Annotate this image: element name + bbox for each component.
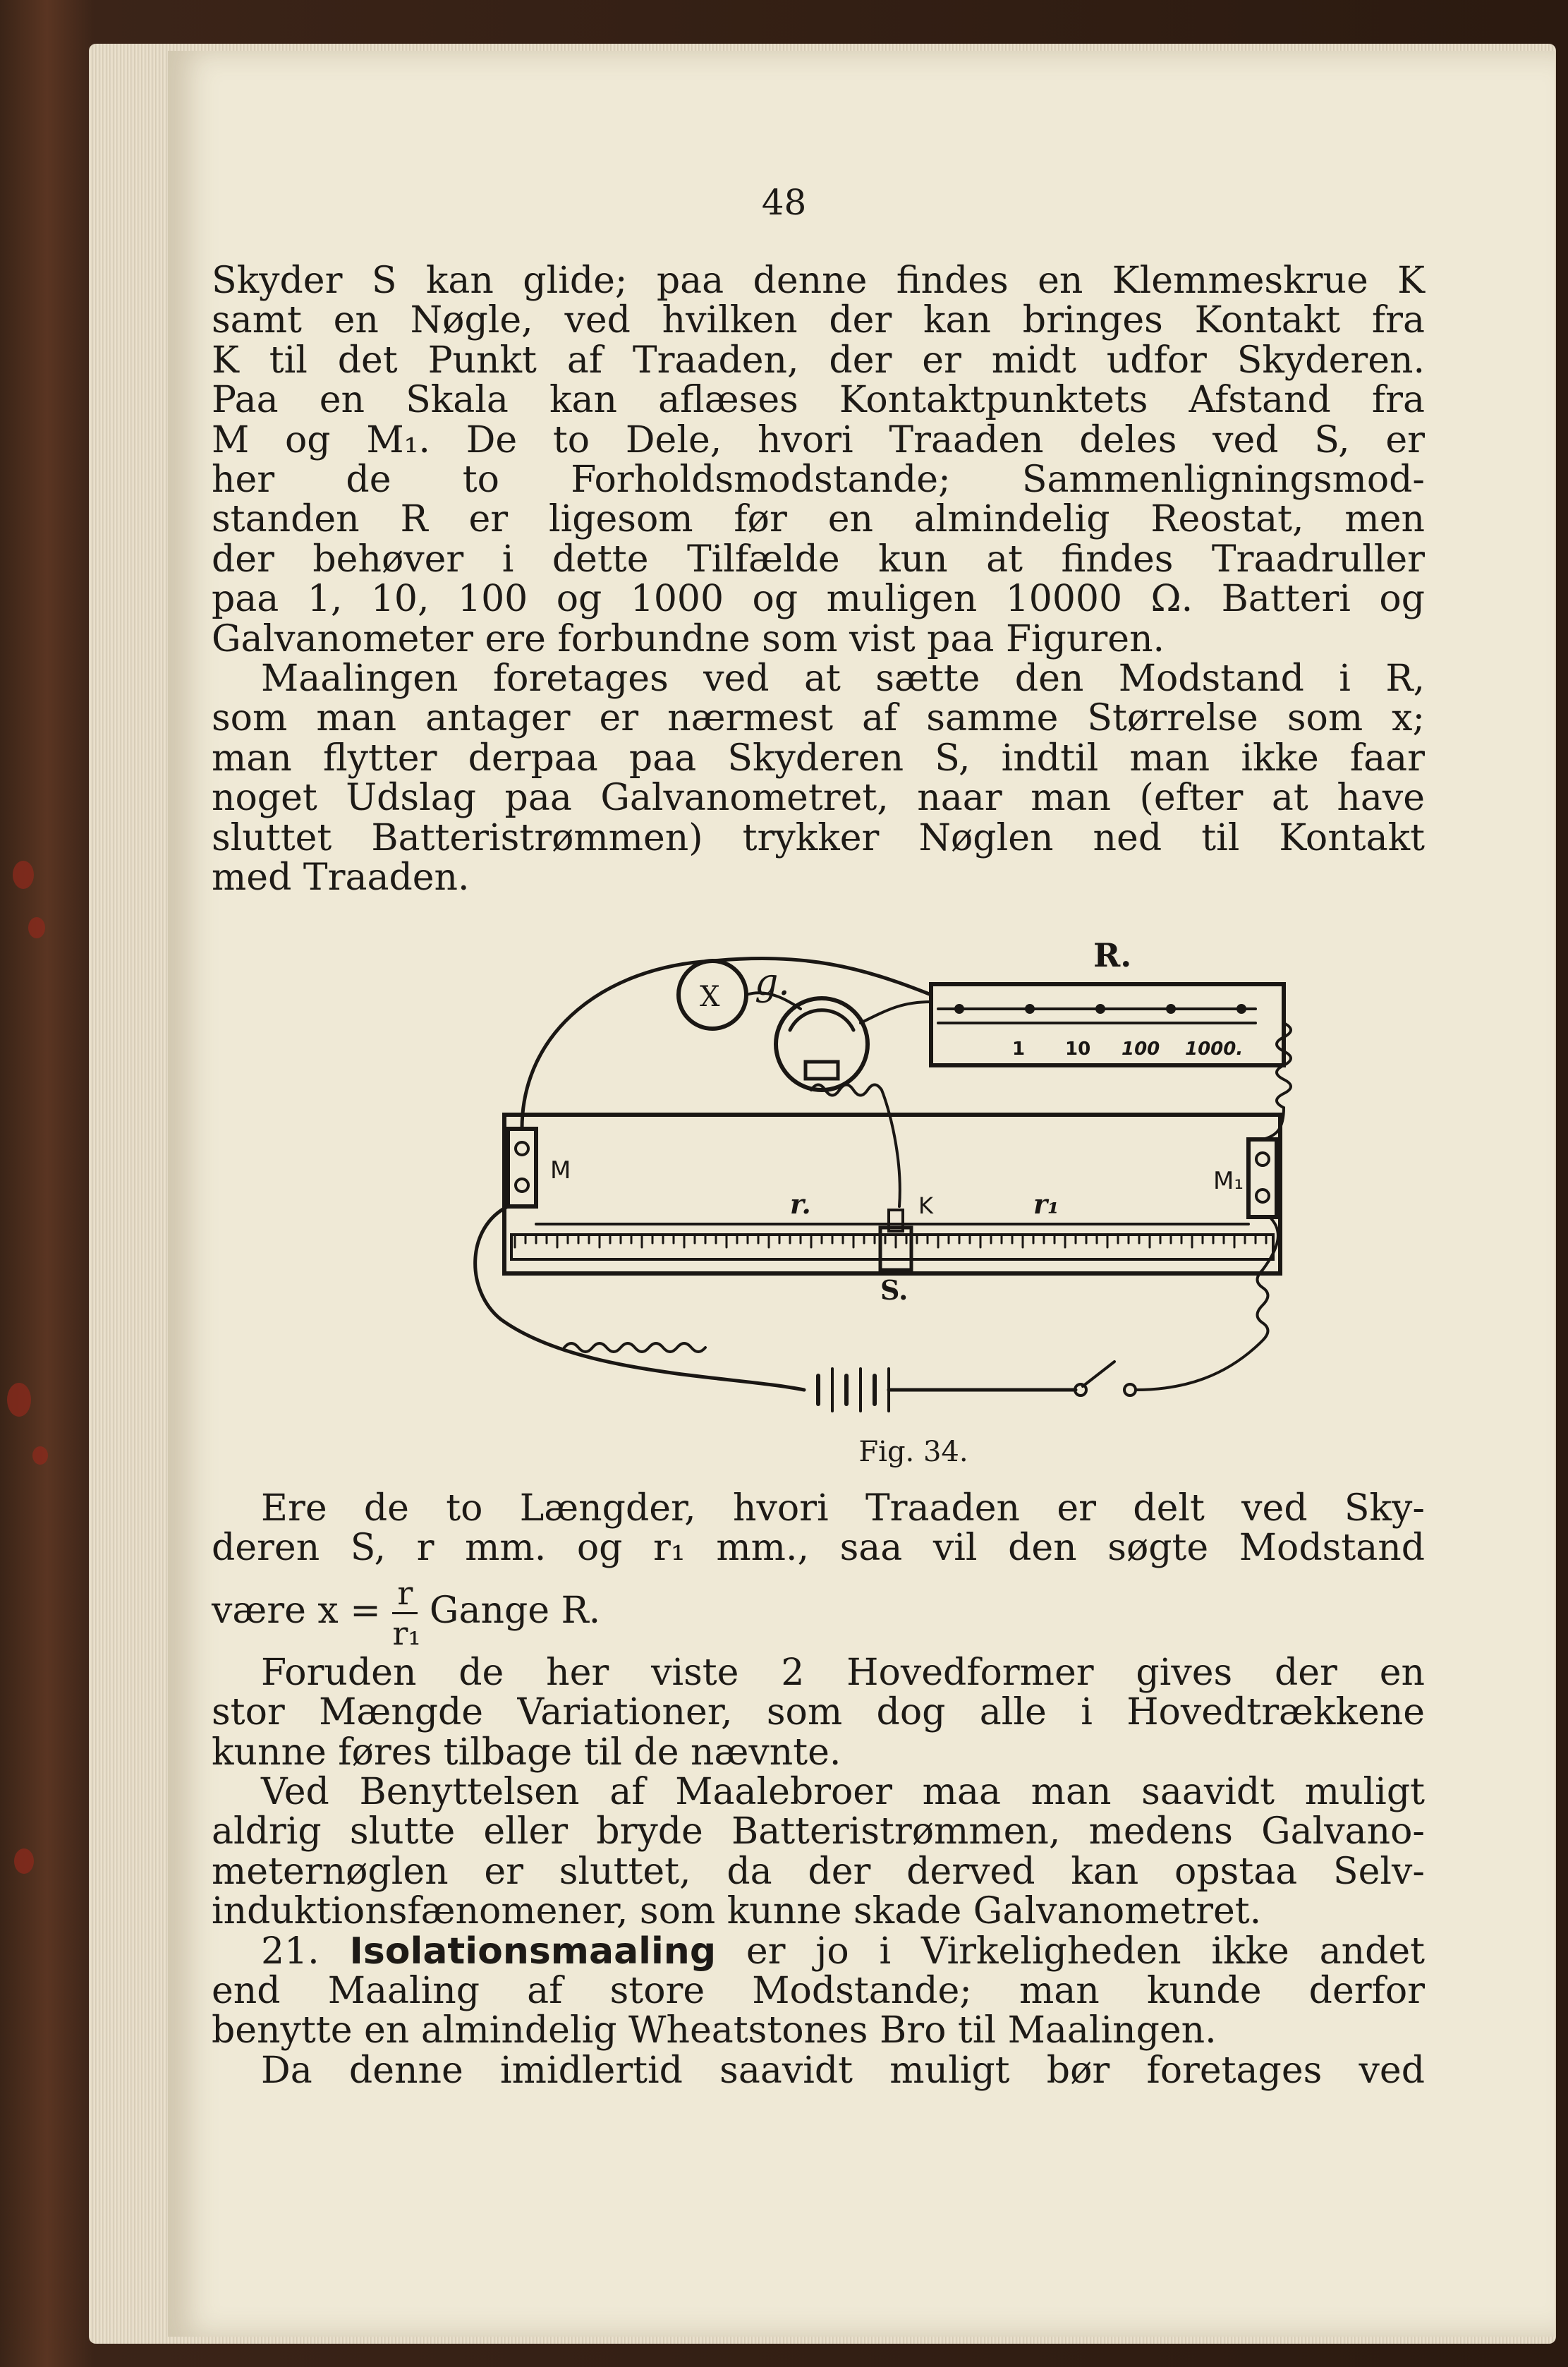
reostat-plug — [1166, 1004, 1176, 1014]
text-line: der behøver i dette Tilfælde kun at findes Traadruller — [212, 538, 1425, 581]
text-line: noget Udslag paa Galvanometret, naar man (efter at have — [212, 777, 1425, 820]
body-text-top — [212, 261, 1425, 898]
scale-label: 1000. — [1185, 1039, 1244, 1060]
text-line: deren S, r mm. og r₁ mm., saa vil den søgte Modstand — [212, 1527, 1425, 1570]
text-line: induktionsfænomener, som kunne skade Galvanometret. — [212, 1890, 1262, 1933]
text-line: Foruden de her viste 2 Hovedformer gives der en — [261, 1651, 1425, 1694]
text-line: Maalingen foretages ved at sætte den Modstand i R, — [261, 658, 1425, 701]
text-line: end Maaling af store Modstande; man kunde derfor — [212, 1970, 1425, 2013]
battery-key-contact — [1124, 1384, 1136, 1396]
body-text-bottom — [212, 1489, 1425, 2090]
text-line: stor Mængde Variationer, som dog alle i Hovedtrækkene — [212, 1691, 1425, 1734]
text-line: Paa en Skala kan aflæses Kontaktpunktets Afstand fra — [212, 379, 1425, 422]
text-fragment: er jo i Virkeligheden ikke andet — [746, 1930, 1426, 1973]
text-line: benytte en almindelig Wheatstones Bro til Maalingen. — [212, 2009, 1217, 2052]
text-line: Skyder S kan glide; paa denne findes en Klemmeskrue K — [212, 260, 1425, 302]
cover-stain — [13, 861, 34, 889]
text-line: M og M₁. De to Dele, hvori Traaden deles ved S, er — [212, 418, 1425, 461]
text-line: standen R er ligesom før en almindelig Reostat, men — [212, 498, 1425, 541]
bridge-scale — [511, 1235, 1273, 1259]
wire-reostat-to-m1-coil — [1263, 1023, 1291, 1139]
scale-label: 10 — [1065, 1039, 1091, 1060]
equation-fraction — [392, 1573, 421, 1652]
figure-caption: Fig. 34. — [858, 1436, 968, 1468]
galvanometer — [776, 998, 868, 1090]
reostat-plug — [1095, 1004, 1105, 1014]
text-line: man flytter derpaa paa Skyderen S, indtil man ikke faar — [212, 737, 1425, 780]
text-line: Galvanometer ere forbundne som vist paa Figuren. — [212, 617, 1165, 660]
equation — [212, 1568, 1425, 1653]
section-number: 21. — [261, 1930, 320, 1973]
label-g: g. — [755, 962, 790, 1004]
text-line: Ere de to Længder, hvori Traaden er delt ved Sky- — [261, 1487, 1425, 1530]
equation-suffix: Gange R. — [429, 1589, 601, 1632]
cover-stain — [28, 917, 45, 938]
label-x: X — [700, 981, 720, 1013]
wire-g-to-reostat — [861, 1002, 931, 1023]
terminal-screw — [516, 1142, 528, 1155]
label-m1: M₁ — [1213, 1167, 1244, 1195]
label-r1: r₁ — [1033, 1188, 1059, 1220]
wheatstone-bridge-figure — [437, 924, 1354, 1425]
terminal-m — [508, 1129, 536, 1206]
text-line: meternøglen er sluttet, da der derved kan opstaa Selv- — [212, 1850, 1425, 1893]
wire-bottom-left-coil — [564, 1343, 705, 1352]
text-line: K til det Punkt af Traaden, der er midt udfor Skyderen. — [212, 339, 1425, 382]
text-line: samt en Nøgle, ved hvilken der kan bringes Kontakt fra — [212, 299, 1425, 342]
cover-stain — [14, 1848, 34, 1874]
terminal-screw — [516, 1179, 528, 1192]
page-number: 48 — [761, 182, 807, 223]
terminal-m1 — [1248, 1139, 1277, 1217]
text-line: som man antager er nærmest af samme Størrelse som x; — [212, 697, 1425, 740]
galvanometer-base — [806, 1062, 838, 1079]
label-m: M — [550, 1156, 571, 1185]
wire-key-to-m1 — [1136, 1217, 1278, 1390]
text-line: Ved Benyttelsen af Maalebroer maa man saavidt muligt — [261, 1771, 1425, 1814]
text-line: aldrig slutte eller bryde Batteristrømmen, medens Galvano- — [212, 1810, 1425, 1853]
terminal-screw — [1256, 1189, 1269, 1202]
text-line: med Traaden. — [212, 856, 470, 900]
equation-prefix: være x = — [212, 1589, 381, 1632]
wire-top-loop — [522, 959, 931, 1129]
battery-key-lever — [1083, 1362, 1114, 1386]
scale-label: 100 — [1122, 1039, 1160, 1060]
wire-g-to-k-coil — [811, 1085, 900, 1207]
bridge-scale-ticks — [515, 1235, 1266, 1247]
text-line: Da denne imidlertid saavidt muligt bør foretages ved — [261, 2049, 1425, 2092]
section-21-first-line — [212, 1932, 1425, 1971]
text-line: her de to Forholdsmodstande; Sammenligningsmod- — [212, 459, 1425, 502]
label-s: S. — [880, 1274, 908, 1306]
label-k: K — [918, 1192, 933, 1219]
section-heading: Isolationsmaaling — [349, 1930, 717, 1973]
meter-bridge-board — [504, 1115, 1280, 1273]
scale-label: 1 — [1012, 1039, 1026, 1060]
text-line: sluttet Batteristrømmen) trykker Nøglen ned til Kontakt — [212, 816, 1425, 859]
label-r: R. — [1093, 936, 1132, 974]
reostat-plug — [954, 1004, 964, 1014]
label-r-left: r. — [790, 1188, 811, 1220]
cover-stain — [7, 1383, 31, 1417]
fraction-numerator: r — [397, 1573, 413, 1612]
text-line: paa 1, 10, 100 og 1000 og muligen 10000 Ω. Batteri og — [212, 578, 1425, 621]
fraction-denominator: r₁ — [392, 1614, 421, 1652]
text-line: kunne føres tilbage til de nævnte. — [212, 1731, 841, 1774]
reostat-plug — [1236, 1004, 1246, 1014]
reostat-plug — [1025, 1004, 1035, 1014]
galvanometer-dial — [790, 1010, 853, 1030]
terminal-screw — [1256, 1153, 1269, 1166]
